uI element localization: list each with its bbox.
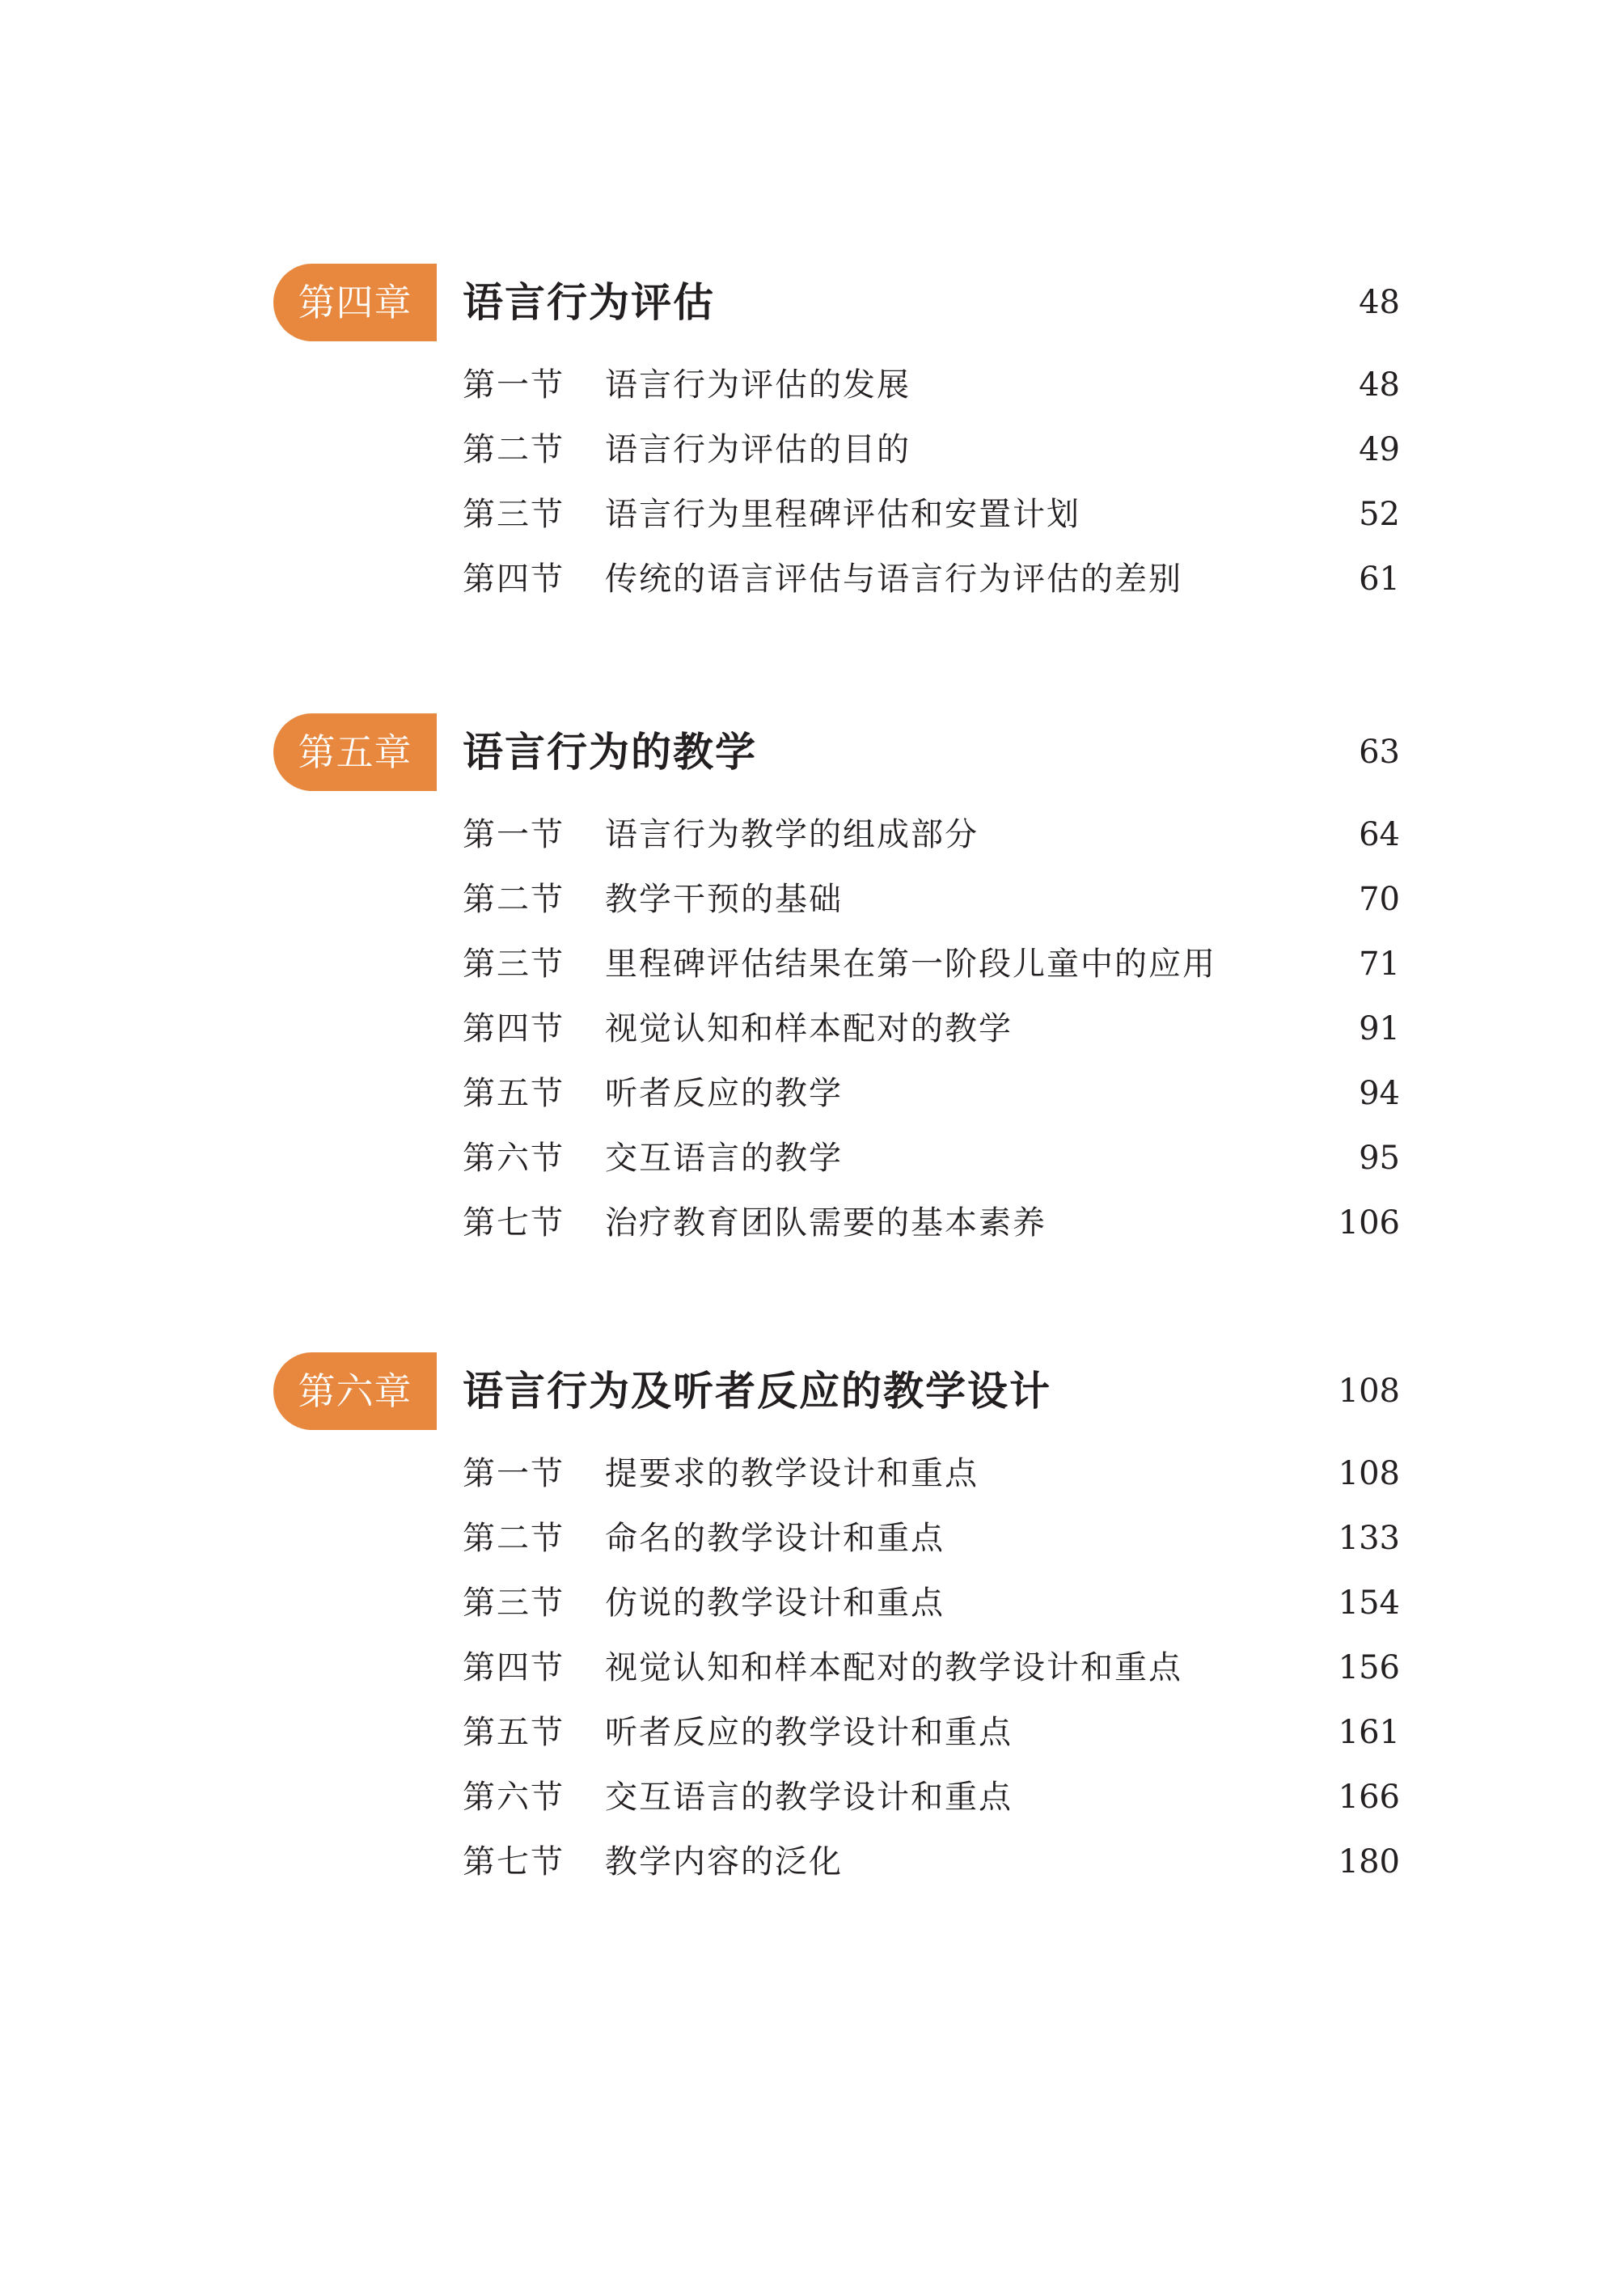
section-page-number: 161 — [1338, 1714, 1400, 1751]
section-title: 语言行为教学的组成部分 — [605, 816, 979, 853]
section-page-number: 95 — [1359, 1140, 1400, 1177]
section-entry — [0, 1071, 1624, 1136]
chapter-title: 语言行为及听者反应的教学设计 — [463, 1367, 1051, 1415]
section-page-number: 166 — [1338, 1779, 1400, 1816]
section-entry — [0, 1136, 1624, 1200]
section-entry — [0, 1710, 1624, 1775]
section-entry — [0, 492, 1624, 556]
section-page-number: 52 — [1359, 496, 1400, 533]
chapter-badge: 第五章 — [273, 713, 437, 791]
section-number: 第七节 — [463, 1843, 565, 1881]
section-number: 第三节 — [463, 1584, 565, 1622]
chapter-badge: 第六章 — [273, 1352, 437, 1430]
section-number: 第四节 — [463, 1649, 565, 1686]
section-title: 听者反应的教学 — [605, 1075, 843, 1112]
chapter-heading — [0, 1352, 1624, 1430]
section-title: 听者反应的教学设计和重点 — [605, 1714, 1013, 1751]
section-entry — [0, 556, 1624, 621]
section-number: 第二节 — [463, 431, 565, 468]
chapter-heading — [0, 264, 1624, 341]
section-entry — [0, 877, 1624, 941]
section-title: 教学内容的泛化 — [605, 1843, 843, 1881]
section-page-number: 91 — [1359, 1010, 1400, 1047]
section-title: 仿说的教学设计和重点 — [605, 1584, 945, 1622]
section-number: 第一节 — [463, 366, 565, 404]
section-entry — [0, 1006, 1624, 1071]
chapter-title: 语言行为的教学 — [463, 728, 757, 776]
section-page-number: 71 — [1359, 946, 1400, 983]
section-entry — [0, 362, 1624, 427]
section-entry — [0, 1645, 1624, 1710]
section-entry — [0, 812, 1624, 877]
section-page-number: 64 — [1359, 816, 1400, 853]
section-page-number: 48 — [1359, 366, 1400, 404]
chapter-page-number: 63 — [1359, 734, 1400, 771]
section-number: 第四节 — [463, 1010, 565, 1047]
section-title: 视觉认知和样本配对的教学设计和重点 — [605, 1649, 1182, 1686]
section-entry — [0, 1200, 1624, 1265]
section-entry — [0, 1775, 1624, 1839]
section-number: 第五节 — [463, 1075, 565, 1112]
chapter-4 — [0, 264, 1624, 598]
section-title: 传统的语言评估与语言行为评估的差别 — [605, 561, 1182, 598]
section-number: 第六节 — [463, 1779, 565, 1816]
section-page-number: 106 — [1338, 1204, 1400, 1242]
section-number: 第一节 — [463, 816, 565, 853]
section-title: 里程碑评估结果在第一阶段儿童中的应用 — [605, 946, 1216, 983]
section-title: 交互语言的教学设计和重点 — [605, 1779, 1013, 1816]
section-title: 视觉认知和样本配对的教学 — [605, 1010, 1013, 1047]
section-title: 交互语言的教学 — [605, 1140, 843, 1177]
section-entry — [0, 1451, 1624, 1516]
section-entry — [0, 1839, 1624, 1904]
section-list — [0, 812, 1624, 1265]
section-number: 第二节 — [463, 881, 565, 918]
section-title: 教学干预的基础 — [605, 881, 843, 918]
section-page-number: 156 — [1338, 1649, 1400, 1686]
section-entry — [0, 941, 1624, 1006]
section-title: 治疗教育团队需要的基本素养 — [605, 1204, 1047, 1242]
section-title: 语言行为里程碑评估和安置计划 — [605, 496, 1081, 533]
section-page-number: 108 — [1338, 1455, 1400, 1492]
section-entry — [0, 1516, 1624, 1580]
section-page-number: 49 — [1359, 431, 1400, 468]
section-page-number: 133 — [1338, 1520, 1400, 1557]
section-number: 第六节 — [463, 1140, 565, 1177]
section-number: 第二节 — [463, 1520, 565, 1557]
section-page-number: 94 — [1359, 1075, 1400, 1112]
section-title: 命名的教学设计和重点 — [605, 1520, 945, 1557]
section-page-number: 70 — [1359, 881, 1400, 918]
chapter-6 — [0, 1352, 1624, 1881]
section-number: 第五节 — [463, 1714, 565, 1751]
section-number: 第七节 — [463, 1204, 565, 1242]
section-number: 第一节 — [463, 1455, 565, 1492]
section-entry — [0, 1580, 1624, 1645]
section-page-number: 154 — [1338, 1584, 1400, 1622]
section-page-number: 61 — [1359, 561, 1400, 598]
section-list — [0, 1451, 1624, 1904]
chapter-badge: 第四章 — [273, 264, 437, 341]
section-title: 提要求的教学设计和重点 — [605, 1455, 979, 1492]
section-number: 第三节 — [463, 496, 565, 533]
section-page-number: 180 — [1338, 1843, 1400, 1881]
chapter-heading — [0, 713, 1624, 791]
chapter-5 — [0, 713, 1624, 1242]
section-number: 第四节 — [463, 561, 565, 598]
section-entry — [0, 427, 1624, 492]
section-title: 语言行为评估的发展 — [605, 366, 911, 404]
section-number: 第三节 — [463, 946, 565, 983]
section-list — [0, 362, 1624, 621]
chapter-title: 语言行为评估 — [463, 278, 715, 326]
chapter-page-number: 108 — [1338, 1373, 1400, 1410]
section-title: 语言行为评估的目的 — [605, 431, 911, 468]
chapter-page-number: 48 — [1359, 284, 1400, 321]
